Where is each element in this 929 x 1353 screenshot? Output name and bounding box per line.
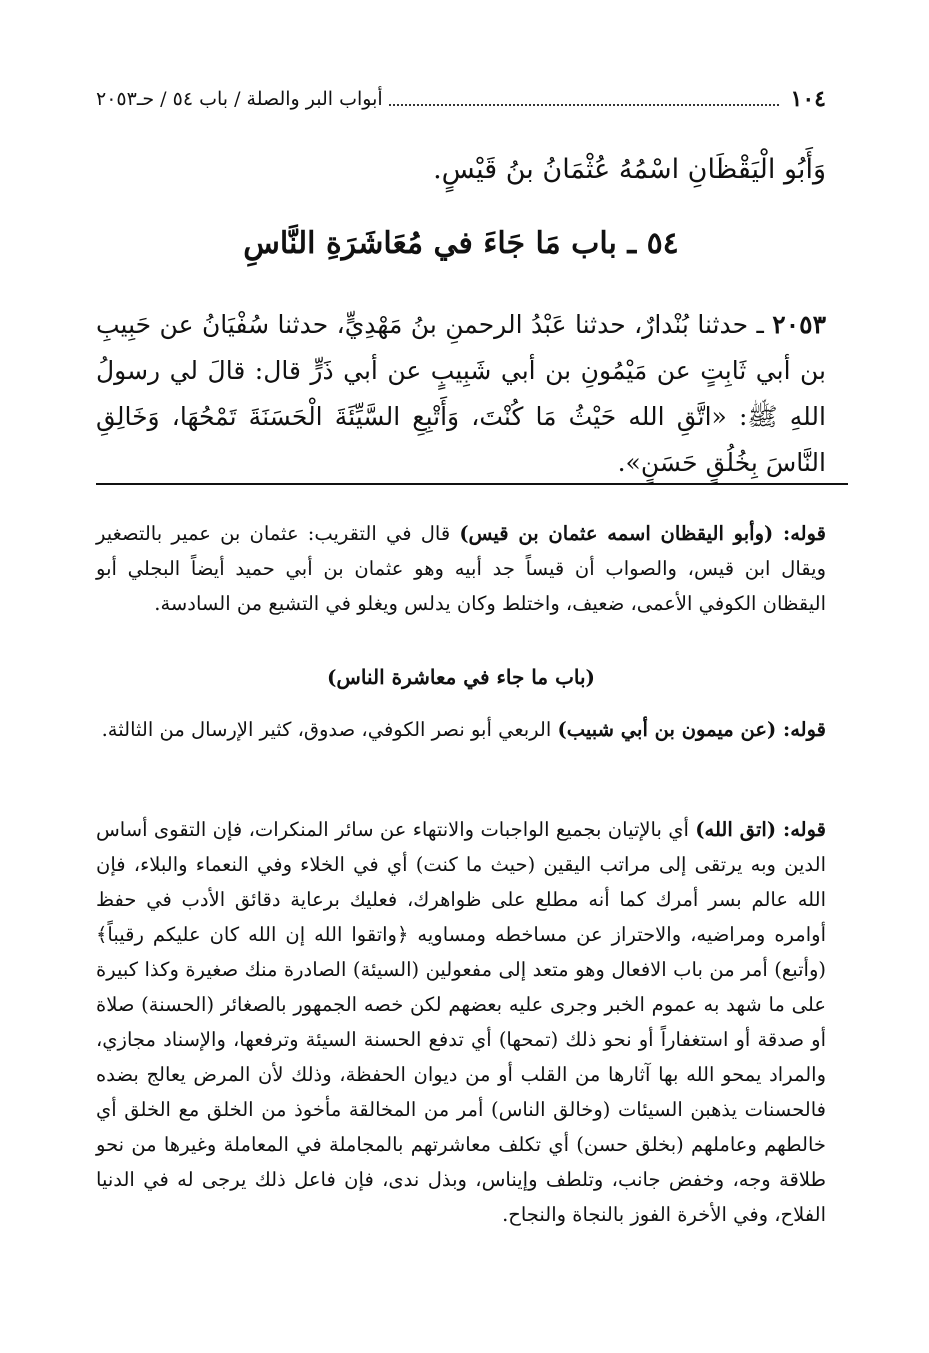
commentary-label-2: قوله: (عن ميمون بن أبي شبيب): [557, 718, 826, 741]
commentary-label-1: قوله: (وأبو اليقظان اسمه عثمان بن قيس): [459, 522, 826, 545]
commentary-paragraph-3: [96, 812, 826, 1232]
header-dot-leader: [389, 92, 779, 106]
hadith-paragraph: [96, 302, 826, 486]
commentary-text-1: قال في التقريب: عثمان بن عمير بالتصغير ويقال ابن قيس، والصواب أن قيساً جد أبيه وهو عثمان بن أبي حميد أيضاً البجلي أبو اليقظان الكوفي الأعمى، ضعيف، واختلط وكان يدلس ويغلو في التشيع من السادسة.: [96, 522, 826, 615]
chapter-title: ٥٤ ـ باب مَا جَاءَ في مُعَاشَرَةِ النَّاسِ: [243, 226, 679, 261]
hadith-number: ٢٠٥٣: [772, 310, 826, 339]
page-number: ١٠٤: [790, 86, 826, 112]
commentary-paragraph-1: [96, 516, 826, 621]
commentary-chapter-heading: (باب ما جاء في معاشرة الناس): [326, 665, 596, 689]
running-title: أبواب البر والصلة / باب ٥٤ / حـ٢٠٥٣: [96, 88, 383, 110]
opening-line: وَأَبُو الْيَقْظَانِ اسْمُهُ عُثْمَانُ بنُ قَيْسٍ.: [433, 154, 826, 185]
commentary-text-3: أي بالإتيان بجميع الواجبات والانتهاء عن سائر المنكرات، فإن التقوى أساس الدين وبه يرتقى إلى مراتب اليقين (حيث ما كنت) أي في الخلاء وفي النعماء والبلاء، فإن الله عالم بسر أمرك كما أنه مطلع على ظواهرك، فعليك برعاية دقائق الأدب في حفظ أوامره ومراضيه، والاحتراز عن مساخطه ومساويه ﴿واتقوا الله إن الله كان عليكم رقيباً﴾ (وأتبع) أمر من باب الافعال وهو متعد إلى مفعولين (السيئة) الصادرة منك صغيرة وكذا كبيرة على ما شهد به عموم الخبر وجرى عليه بعضهم لكن خصه الجمهور بالصغائر (الحسنة) صلاة أو صدقة أو استغفاراً أو نحو ذلك (تمحها) أي تدفع الحسنة السيئة وترفعها، والإسناد مجازي، والمراد يمحو الله بها آثارها من القلب أو من ديوان الحفظة، وذلك لأن المرض يعالج بضده فالحسنات يذهبن السيئات (وخالق الناس) أمر من المخالقة مأخوذ من الخلق مع الخلق أي خالطهم وعاملهم (بخلق حسن) أي تكلف معاشرتهم بالمجاملة في المعاملة وغيرها من نحو طلاقة وجه، وخفض جانب، وتلطف وإيناس، وبذل ندى، فإن فاعل ذلك يرجى له في الدنيا الفلاح، وفي الأخرة الفوز بالنجاة والنجاح.: [96, 818, 826, 1226]
footnote-divider: [96, 483, 848, 485]
commentary-paragraph-2: [96, 712, 826, 747]
commentary-label-3: قوله: (اتق الله): [695, 818, 826, 841]
page-header: [96, 84, 826, 114]
hadith-text: ـ حدثنا بُنْدارٌ، حدثنا عَبْدُ الرحمنِ بنُ مَهْدِيٍّ، حدثنا سُفْيَانُ عن حَبِيبِ بن أبي ثَابِتٍ عن مَيْمُونِ بن أبي شَبِيبٍ عن أبي ذَرٍّ قال: قالَ لي رسولُ اللهِ ﷺ: «اتَّقِ الله حَيْثُ مَا كُنْتَ، وَأَتْبِعِ السَّيِّئَةَ الْحَسَنَةَ تَمْحُهَا، وَخَالِقِ النَّاسَ بِخُلُقٍ حَسَنٍ».: [96, 310, 826, 477]
commentary-text-2: الربعي أبو نصر الكوفي، صدوق، كثير الإرسال من الثالثة.: [101, 718, 558, 741]
